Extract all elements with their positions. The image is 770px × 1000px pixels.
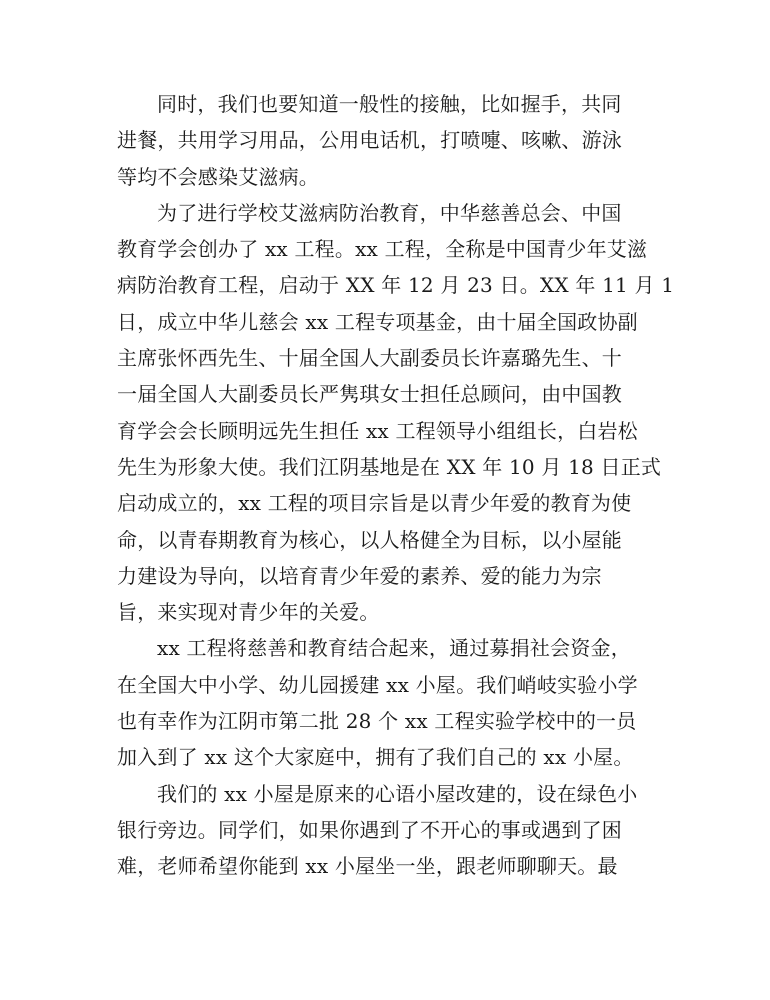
text-line: 同时，我们也要知道一般性的接触，比如握手，共同 (157, 92, 622, 116)
text-line: xx 工程将慈善和教育结合起来，通过募捐社会资金， (157, 636, 631, 661)
text-line: 教育学会创办了 xx 工程。xx 工程，全称是中国青少年艾滋 (117, 237, 648, 262)
document-body (117, 86, 677, 885)
paragraph-cabin-description (117, 776, 677, 885)
paragraph-hiv-contact (117, 86, 677, 195)
text-line: 等均不会感染艾滋病。 (117, 164, 319, 189)
text-line: 日，成立中华儿慈会 xx 工程专项基金，由十届全国政协副 (117, 309, 638, 334)
text-line: 一届全国人大副委员长严隽琪女士担任总顾问，由中国教 (117, 382, 622, 407)
text-line: 先生为形象大使。我们江阴基地是在 XX 年 10 月 18 日正式 (117, 454, 662, 479)
text-line: 难，老师希望你能到 xx 小屋坐一坐，跟老师聊聊天。最 (117, 854, 618, 879)
text-line: 力建设为导向，以培育青少年爱的素养、爱的能力为宗 (117, 563, 602, 588)
text-line: 我们的 xx 小屋是原来的心语小屋改建的，设在绿色小 (157, 781, 638, 806)
text-line: 在全国大中小学、幼儿园援建 xx 小屋。我们峭岐实验小学 (117, 672, 638, 697)
text-line: 旨，来实现对青少年的关爱。 (117, 600, 380, 625)
text-line: 主席张怀西先生、十届全国人大副委员长许嘉璐先生、十 (117, 346, 622, 371)
text-line: 病防治教育工程，启动于 XX 年 12 月 23 日。XX 年 11 月 1 (117, 273, 675, 298)
text-line: 为了进行学校艾滋病防治教育，中华慈善总会、中国 (157, 200, 622, 225)
text-line: 命，以青春期教育为核心，以人格健全为目标，以小屋能 (117, 527, 622, 552)
text-line: 育学会会长顾明远先生担任 xx 工程领导小组组长，白岩松 (117, 418, 638, 443)
text-line: 加入到了 xx 这个大家庭中，拥有了我们自己的 xx 小屋。 (117, 745, 634, 770)
paragraph-school-participation (117, 630, 677, 775)
paragraph-project-intro (117, 195, 677, 631)
text-line: 也有幸作为江阴市第二批 28 个 xx 工程实验学校中的一员 (117, 709, 637, 734)
text-line: 进餐，共用学习用品，公用电话机，打喷嚏、咳嗽、游泳 (117, 128, 622, 153)
text-line: 启动成立的，xx 工程的项目宗旨是以青少年爱的教育为使 (117, 491, 632, 516)
text-line: 银行旁边。同学们，如果你遇到了不开心的事或遇到了困 (117, 817, 622, 842)
